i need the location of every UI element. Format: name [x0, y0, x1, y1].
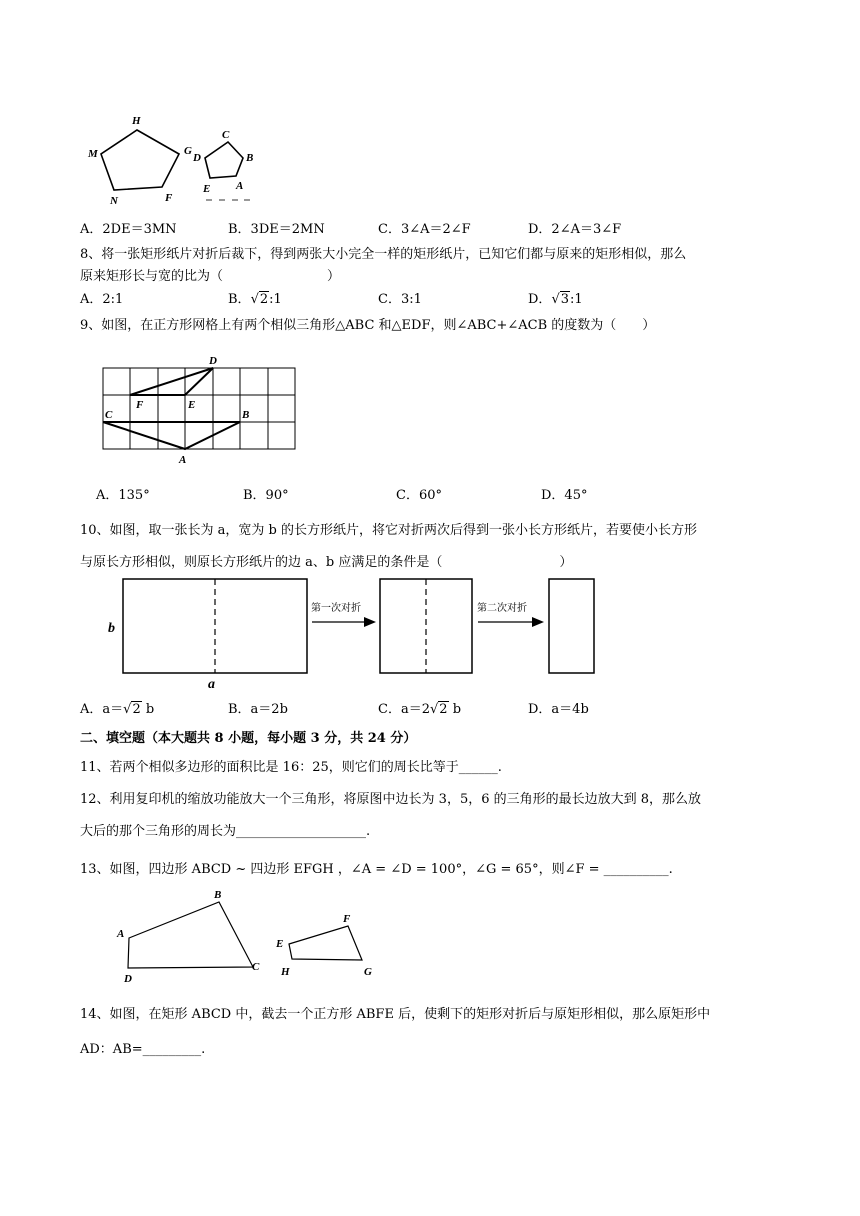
q8-option-a[interactable]: A．2:1: [80, 292, 124, 307]
q14-text-line2: AD：AB=_________.: [80, 1042, 206, 1057]
label-D: D: [124, 973, 132, 983]
label-G: G: [364, 966, 372, 978]
label-C: C: [105, 409, 113, 421]
q10-option-a-radicand: 2: [132, 702, 141, 717]
q10-folding-figure: [100, 575, 600, 690]
quarter-rectangle: [549, 579, 594, 673]
triangle-edf: [130, 368, 213, 395]
q9-option-b[interactable]: B．90°: [243, 488, 289, 503]
label-E: E: [203, 183, 211, 195]
label-E: E: [188, 399, 196, 411]
q7-pentagons-figure: [80, 108, 280, 208]
q8-text-line1: 8、将一张矩形纸片对折后裁下，得到两张大小完全一样的矩形纸片，已知它们都与原来的矩形相似，那么: [80, 247, 687, 262]
q10-option-a[interactable]: [80, 698, 154, 717]
quadrilateral-efgh: [289, 926, 362, 960]
q10-text-line2: 与原长方形相似，则原长方形纸片的边 a、b 应满足的条件是（ ）: [80, 555, 573, 570]
q10-option-c[interactable]: [378, 698, 461, 717]
sqrt-symbol: √2: [429, 702, 448, 717]
label-A: A: [117, 928, 125, 940]
q8-option-d-radicand: 3: [560, 292, 570, 307]
q9-option-a[interactable]: A．135°: [96, 488, 150, 503]
label-F: F: [165, 192, 173, 204]
quadrilateral-abcd: [128, 902, 253, 968]
q8-option-b[interactable]: [228, 288, 282, 307]
arrow-right-icon: [364, 617, 376, 627]
label-G: G: [184, 145, 192, 157]
label-N: N: [110, 195, 118, 207]
label-B: B: [246, 152, 254, 164]
label-B: B: [242, 409, 250, 421]
q10-option-a-prefix: A．a＝: [80, 702, 124, 717]
label-F: F: [136, 399, 144, 411]
q12-text-line2: 大后的那个三角形的周长为____________________.: [80, 824, 371, 839]
label-D: D: [193, 152, 201, 164]
q7-option-b[interactable]: B．3DE＝2MN: [228, 222, 325, 237]
q13-quadrilaterals-figure: [110, 888, 390, 983]
sqrt-symbol: √2: [123, 702, 141, 717]
q12-text-line1: 12、利用复印机的缩放功能放大一个三角形，将原图中边长为 3，5，6 的三角形的最长边放大到 8，那么放: [80, 792, 702, 807]
q10-option-c-radicand: 2: [439, 702, 448, 717]
label-b: b: [108, 621, 115, 636]
q8-text-line2: 原来矩形长与宽的比为（ ）: [80, 269, 341, 284]
q10-option-b[interactable]: B．a＝2b: [228, 702, 288, 717]
q9-option-c[interactable]: C．60°: [396, 488, 442, 503]
section-title: 二、填空题（本大题共 8 小题，每小题 3 分，共 24 分）: [80, 731, 417, 746]
label-B: B: [214, 889, 222, 901]
label-C: C: [252, 961, 260, 973]
sqrt-symbol: √2: [250, 292, 269, 307]
label-H: H: [281, 966, 290, 978]
q7-option-a[interactable]: A．2DE＝3MN: [80, 222, 177, 237]
q8-option-b-prefix: B．: [228, 292, 251, 307]
q10-option-a-suffix: b: [145, 702, 155, 717]
pentagon-hgfnm: [101, 130, 179, 190]
label-A: A: [236, 180, 244, 192]
label-E: E: [276, 938, 284, 950]
q10-text-line1: 10、如图，取一张长为 a，宽为 b 的长方形纸片，将它对折两次后得到一张小长方形纸片，若要使小长方形: [80, 523, 698, 538]
q8-option-c[interactable]: C．3:1: [378, 292, 422, 307]
q11-text: 11、若两个相似多边形的面积比是 16：25，则它们的周长比等于______.: [80, 760, 502, 775]
q14-text-line1: 14、如图，在矩形 ABCD 中，截去一个正方形 ABFE 后，使剩下的矩形对折后与原矩形相似，那么原矩形中: [80, 1007, 711, 1022]
q13-text: 13、如图，四边形 ABCD ~ 四边形 EFGH ，∠A = ∠D = 100°，∠G = 65°，则∠F = __________.: [80, 862, 673, 877]
q8-option-d[interactable]: [528, 288, 583, 307]
q7-option-d[interactable]: D．2∠A＝3∠F: [528, 222, 622, 237]
q10-option-c-prefix: C．a＝2: [378, 702, 430, 717]
q8-option-b-suffix: :1: [269, 292, 282, 307]
fold2-label: 第二次对折: [477, 603, 527, 614]
sqrt-symbol: √3: [551, 292, 570, 307]
label-D: D: [209, 355, 217, 367]
label-C: C: [222, 129, 230, 141]
q8-option-d-suffix: :1: [570, 292, 583, 307]
label-M: M: [88, 148, 98, 160]
q8-option-b-radicand: 2: [259, 292, 269, 307]
q10-option-d[interactable]: D．a＝4b: [528, 702, 589, 717]
arrow-right-icon: [532, 617, 544, 627]
q10-option-c-suffix: b: [452, 702, 462, 717]
fold1-label: 第一次对折: [311, 603, 361, 614]
q9-option-d[interactable]: D．45°: [541, 488, 588, 503]
label-H: H: [132, 115, 141, 127]
label-F: F: [343, 913, 351, 925]
label-A: A: [179, 454, 187, 465]
q9-grid-figure: [96, 350, 306, 465]
q9-text: 9、如图，在正方形网格上有两个相似三角形△ABC 和△EDF，则∠ABC+∠ACB 的度数为（ ）: [80, 318, 656, 333]
q7-option-c[interactable]: C．3∠A＝2∠F: [378, 222, 471, 237]
triangle-abc: [103, 422, 240, 449]
label-a: a: [208, 677, 215, 690]
pentagon-cbaed: [205, 142, 243, 178]
q8-option-d-prefix: D．: [528, 292, 552, 307]
